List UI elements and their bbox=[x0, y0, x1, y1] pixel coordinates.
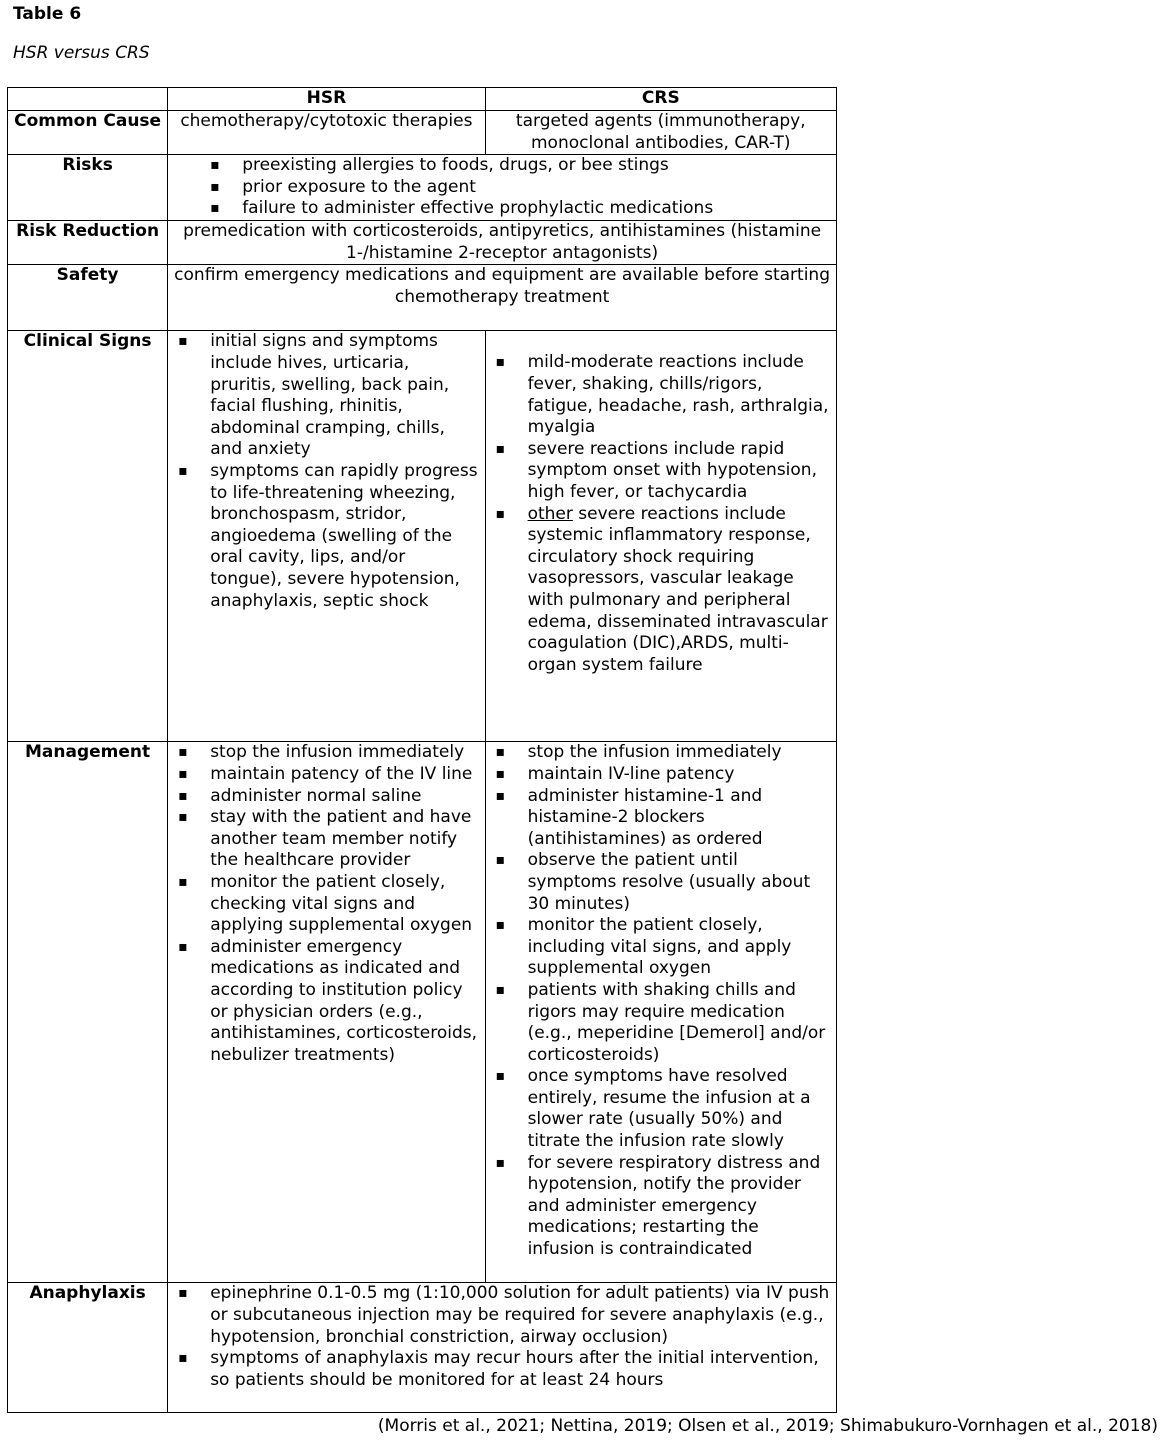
list-item: ▪ once symptoms have resolved entirely, resume the infusion at a slower rate (usually 50%) and titrate the infusion rate slowly bbox=[486, 1066, 836, 1152]
clinical-signs-crs-list bbox=[486, 352, 836, 676]
row-label-anaphylaxis: Anaphylaxis bbox=[8, 1283, 168, 1413]
row-safety bbox=[8, 265, 837, 331]
list-item: ▪ preexisting allergies to foods, drugs, or bee stings bbox=[168, 155, 836, 177]
list-item: ▪ epinephrine 0.1-0.5 mg (1:10,000 solution for adult patients) via IV push or subcutaneous injection may be required for severe anaphylaxis (e.g., hypotension, bronchial constriction, airway occlusion) bbox=[168, 1283, 836, 1348]
row-anaphylaxis bbox=[8, 1283, 837, 1413]
list-item: ▪ observe the patient until symptoms resolve (usually about 30 minutes) bbox=[486, 850, 836, 915]
clinical-signs-hsr-list bbox=[168, 331, 484, 612]
list-item: ▪ administer emergency medications as indicated and according to institution policy or physician orders (e.g., antihistamines, corticosteroids, nebulizer treatments) bbox=[168, 937, 484, 1067]
anaphylaxis-cell bbox=[168, 1283, 837, 1413]
row-label-risks: Risks bbox=[8, 155, 168, 221]
row-label-clinical-signs: Clinical Signs bbox=[8, 331, 168, 742]
list-item: ▪ initial signs and symptoms include hives, urticaria, pruritis, swelling, back pain, facial flushing, rhinitis, abdominal cramping, chills, and anxiety bbox=[168, 331, 484, 461]
list-item: ▪ severe reactions include rapid symptom onset with hypotension, high fever, or tachycardia bbox=[486, 439, 836, 504]
list-item: ▪ for severe respiratory distress and hypotension, notify the provider and administer emergency medications; restarting the infusion is contraindicated bbox=[486, 1153, 836, 1261]
clinical-signs-crs bbox=[485, 331, 836, 742]
row-common-cause bbox=[8, 111, 837, 155]
risks-cell bbox=[168, 155, 837, 221]
anaphylaxis-list bbox=[168, 1283, 836, 1391]
row-management bbox=[8, 742, 837, 1283]
underlined-word: other bbox=[527, 503, 573, 524]
management-hsr-list bbox=[168, 742, 484, 1066]
list-item: ▪ symptoms can rapidly progress to life-threatening wheezing, bronchospasm, stridor, angioedema (swelling of the oral cavity, lips, and/or tongue), severe hypotension, anaphylaxis, septic shock bbox=[168, 461, 484, 612]
citation: (Morris et al., 2021; Nettina, 2019; Olsen et al., 2019; Shimabukuro-Vornhagen et al., 2018) bbox=[377, 1416, 1158, 1436]
list-item: ▪ stay with the patient and have another team member notify the healthcare provider bbox=[168, 807, 484, 872]
list-item: ▪ monitor the patient closely, checking vital signs and applying supplemental oxygen bbox=[168, 872, 484, 937]
risks-list bbox=[168, 155, 836, 220]
row-clinical-signs bbox=[8, 331, 837, 742]
list-item: ▪ symptoms of anaphylaxis may recur hours after the initial intervention, so patients should be monitored for at least 24 hours bbox=[168, 1348, 836, 1391]
list-item: ▪ patients with shaking chills and rigors may require medication (e.g., meperidine [Demerol] and/or corticosteroids) bbox=[486, 980, 836, 1066]
list-item: ▪ administer normal saline bbox=[168, 786, 484, 808]
header-row bbox=[8, 88, 837, 111]
list-item: ▪ maintain patency of the IV line bbox=[168, 764, 484, 786]
header-hsr: HSR bbox=[168, 88, 485, 111]
common-cause-hsr: chemotherapy/cytotoxic therapies bbox=[168, 111, 485, 155]
management-crs bbox=[485, 742, 836, 1283]
item-text: severe reactions include systemic inflammatory response, circulatory shock requiring vasopressors, vascular leakage with pulmonary and peripheral edema, disseminated intravascular coagulation (DIC),ARDS, multi-organ system failure bbox=[527, 503, 828, 675]
row-label-safety: Safety bbox=[8, 265, 168, 331]
list-item: ▪ administer histamine-1 and histamine-2 blockers (antihistamines) as ordered bbox=[486, 786, 836, 851]
table-label: Table 6 bbox=[13, 4, 82, 24]
comparison-table bbox=[7, 87, 837, 1413]
list-item: ▪ stop the infusion immediately bbox=[486, 742, 836, 764]
list-item: ▪ failure to administer effective prophylactic medications bbox=[168, 198, 836, 220]
list-item: ▪ stop the infusion immediately bbox=[168, 742, 484, 764]
table-subtitle: HSR versus CRS bbox=[13, 43, 150, 63]
safety-cell: confirm emergency medications and equipment are available before starting chemotherapy treatment bbox=[168, 265, 837, 331]
list-item: ▪ mild-moderate reactions include fever, shaking, chills/rigors, fatigue, headache, rash, arthralgia, myalgia bbox=[486, 352, 836, 438]
management-crs-list bbox=[486, 742, 836, 1260]
clinical-signs-hsr bbox=[168, 331, 485, 742]
header-crs: CRS bbox=[485, 88, 836, 111]
header-empty-cell bbox=[8, 88, 168, 111]
management-hsr bbox=[168, 742, 485, 1283]
row-risk-reduction bbox=[8, 221, 837, 265]
row-label-risk-reduction: Risk Reduction bbox=[8, 221, 168, 265]
row-label-common-cause: Common Cause bbox=[8, 111, 168, 155]
risk-reduction-cell: premedication with corticosteroids, antipyretics, antihistamines (histamine 1-/histamine 2-receptor antagonists) bbox=[168, 221, 837, 265]
row-risks bbox=[8, 155, 837, 221]
list-item: ▪ maintain IV-line patency bbox=[486, 764, 836, 786]
list-item: ▪ monitor the patient closely, including vital signs, and apply supplemental oxygen bbox=[486, 915, 836, 980]
row-label-management: Management bbox=[8, 742, 168, 1283]
list-item bbox=[486, 504, 836, 677]
common-cause-crs: targeted agents (immunotherapy, monoclonal antibodies, CAR-T) bbox=[485, 111, 836, 155]
list-item: ▪ prior exposure to the agent bbox=[168, 177, 836, 199]
